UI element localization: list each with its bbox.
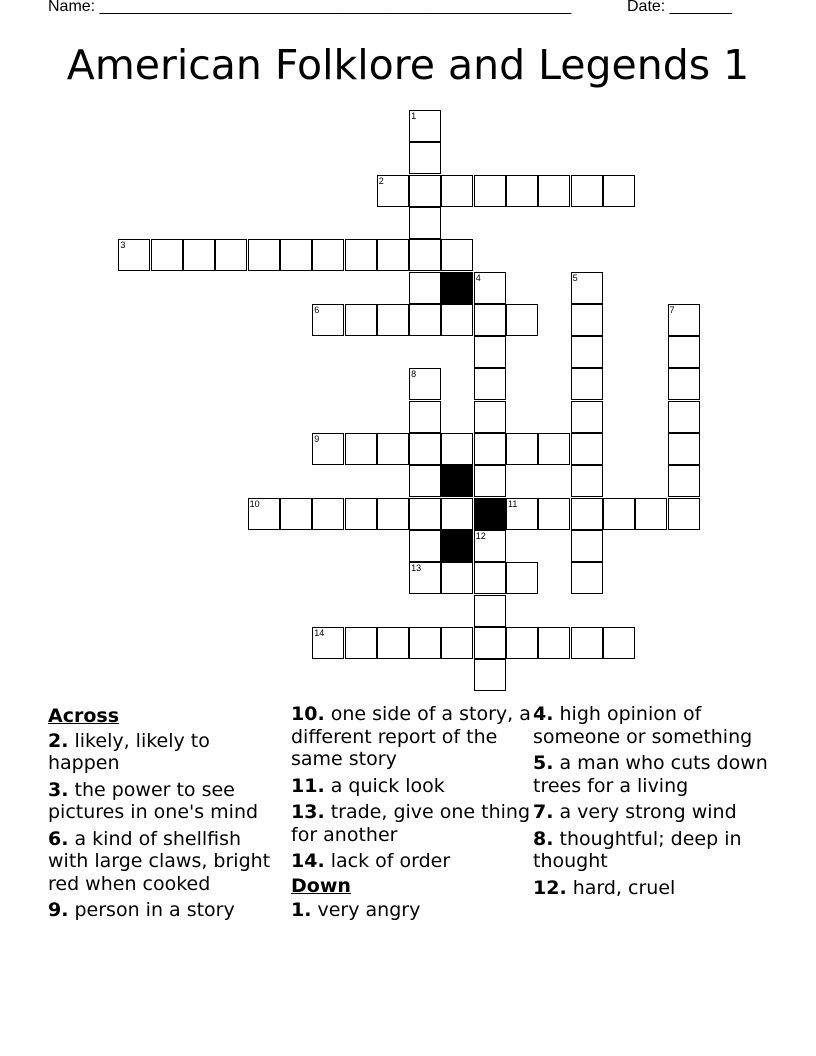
clue-across-9: 9. person in a story (48, 899, 235, 921)
grid-cell[interactable] (215, 239, 247, 271)
grid-cell[interactable] (571, 175, 603, 207)
grid-cell[interactable] (506, 562, 538, 594)
grid-cell[interactable] (345, 239, 377, 271)
clue-down-7: 7. a very strong wind (533, 801, 737, 823)
grid-cell[interactable] (571, 401, 603, 433)
grid-cell[interactable] (312, 498, 344, 530)
clue-down-4: 4. high opinion of someone or something (533, 703, 753, 748)
grid-cell[interactable] (409, 110, 441, 142)
grid-cell[interactable] (377, 304, 409, 336)
grid-cell[interactable] (506, 498, 538, 530)
grid-cell[interactable] (441, 627, 473, 659)
grid-cell[interactable] (441, 433, 473, 465)
grid-cell[interactable] (409, 465, 441, 497)
clue-down-5: 5. a man who cuts down trees for a living (533, 752, 768, 797)
grid-cell[interactable] (312, 627, 344, 659)
black-cell (474, 498, 506, 530)
grid-cell[interactable] (668, 465, 700, 497)
grid-cell[interactable] (474, 401, 506, 433)
grid-cell[interactable] (377, 498, 409, 530)
clue-column-2 (291, 703, 531, 926)
grid-cell[interactable] (280, 239, 312, 271)
grid-cell[interactable] (248, 498, 280, 530)
clue-number: 5 (572, 272, 578, 283)
clue-number: 13 (411, 563, 422, 574)
grid-cell[interactable] (474, 175, 506, 207)
grid-cell[interactable] (635, 498, 667, 530)
grid-cell[interactable] (409, 207, 441, 239)
clue-column-3 (533, 703, 773, 903)
clue-number: 1 (411, 111, 417, 121)
clue-column-1 (48, 703, 280, 926)
grid-cell[interactable] (409, 304, 441, 336)
clue-across-10: 10. one side of a story, a different report of the same story (291, 703, 531, 770)
grid-cell[interactable] (312, 304, 344, 336)
grid-cell[interactable] (506, 175, 538, 207)
clue-across-11: 11. a quick look (291, 774, 445, 797)
grid-cell[interactable] (571, 498, 603, 530)
grid-cell[interactable] (571, 465, 603, 497)
clue-down-8: 8. thoughtful; deep in thought (533, 827, 742, 872)
grid-cell[interactable] (377, 239, 409, 271)
grid-cell[interactable] (538, 498, 570, 530)
grid-cell[interactable] (248, 239, 280, 271)
grid-cell[interactable] (506, 627, 538, 659)
grid-cell[interactable] (312, 239, 344, 271)
grid-cell[interactable] (409, 530, 441, 562)
clue-number: 2 (378, 175, 384, 186)
grid-cell[interactable] (441, 239, 473, 271)
clue-number: 12 (475, 530, 486, 541)
grid-cell[interactable] (280, 498, 312, 530)
down-heading: Down (291, 874, 351, 897)
grid-cell[interactable] (441, 562, 473, 594)
grid-cell[interactable] (409, 239, 441, 271)
clue-number: 7 (669, 304, 675, 315)
grid-cell[interactable] (151, 239, 183, 271)
grid-cell[interactable] (118, 239, 150, 271)
grid-cell[interactable] (668, 336, 700, 368)
grid-cell[interactable] (377, 627, 409, 659)
grid-cell[interactable] (441, 175, 473, 207)
grid-cell[interactable] (409, 627, 441, 659)
grid-cell[interactable] (571, 562, 603, 594)
clue-number: 10 (249, 498, 260, 509)
grid-cell[interactable] (474, 368, 506, 400)
clue-across-6: 6. a kind of shellfish with large claws, bright red when cooked (48, 827, 271, 895)
grid-cell[interactable] (474, 627, 506, 659)
grid-cell[interactable] (345, 498, 377, 530)
clue-number: 4 (475, 272, 481, 283)
grid-cell[interactable] (506, 433, 538, 465)
clue-number: 3 (120, 240, 126, 251)
grid-cell[interactable] (506, 304, 538, 336)
grid-cell[interactable] (474, 562, 506, 594)
grid-cell[interactable] (409, 498, 441, 530)
grid-cell[interactable] (409, 272, 441, 304)
grid-cell[interactable] (571, 368, 603, 400)
grid-cell[interactable] (345, 304, 377, 336)
grid-cell[interactable] (441, 304, 473, 336)
grid-cell[interactable] (474, 659, 506, 691)
grid-cell[interactable] (668, 304, 700, 336)
grid-cell[interactable] (603, 175, 635, 207)
clue-across-3: 3. the power to see pictures in one's mind (48, 778, 259, 823)
clue-across-2: 2. likely, likely to happen (48, 729, 210, 774)
black-cell (441, 530, 473, 562)
grid-cell[interactable] (345, 627, 377, 659)
grid-cell[interactable] (571, 336, 603, 368)
grid-cell[interactable] (538, 175, 570, 207)
grid-cell[interactable] (668, 368, 700, 400)
grid-cell[interactable] (474, 465, 506, 497)
grid-cell[interactable] (312, 433, 344, 465)
across-heading: Across (48, 705, 120, 727)
grid-cell[interactable] (603, 627, 635, 659)
grid-cell[interactable] (409, 142, 441, 174)
clue-down-12: 12. hard, cruel (533, 876, 676, 899)
grid-cell[interactable] (571, 304, 603, 336)
grid-cell[interactable] (409, 401, 441, 433)
grid-cell[interactable] (538, 627, 570, 659)
clue-across-13: 13. trade, give one thing for another (291, 801, 531, 846)
grid-cell[interactable] (668, 401, 700, 433)
grid-cell[interactable] (571, 433, 603, 465)
grid-cell[interactable] (345, 433, 377, 465)
grid-cell[interactable] (409, 562, 441, 594)
grid-cell[interactable] (474, 272, 506, 304)
grid-cell[interactable] (474, 530, 506, 562)
grid-cell[interactable] (603, 498, 635, 530)
clue-number: 14 (314, 627, 325, 638)
grid-cell[interactable] (474, 336, 506, 368)
grid-cell[interactable] (409, 433, 441, 465)
grid-cell[interactable] (571, 627, 603, 659)
grid-cell[interactable] (474, 304, 506, 336)
clue-number: 6 (314, 304, 320, 315)
clue-number: 9 (314, 434, 320, 444)
date-field-label: Date: _______ (627, 0, 732, 15)
grid-cell[interactable] (538, 433, 570, 465)
page-title: American Folklore and Legends 1 (66, 41, 750, 89)
black-cell (441, 465, 473, 497)
clue-number: 11 (508, 498, 518, 509)
black-cell (441, 272, 473, 304)
grid-cell[interactable] (668, 498, 700, 530)
grid-cell[interactable] (474, 433, 506, 465)
clue-down-1: 1. very angry (291, 899, 421, 921)
grid-cell[interactable] (377, 433, 409, 465)
grid-cell[interactable] (441, 498, 473, 530)
grid-cell[interactable] (571, 530, 603, 562)
clue-across-14: 14. lack of order (291, 850, 451, 872)
grid-cell[interactable] (571, 272, 603, 304)
grid-cell[interactable] (474, 595, 506, 627)
clue-number: 8 (411, 369, 417, 380)
grid-cell[interactable] (183, 239, 215, 271)
grid-cell[interactable] (668, 433, 700, 465)
grid-cell[interactable] (377, 175, 409, 207)
grid-cell[interactable] (409, 368, 441, 400)
name-field-label: Name: _____________________________________________________ (48, 0, 572, 15)
grid-cell[interactable] (409, 175, 441, 207)
